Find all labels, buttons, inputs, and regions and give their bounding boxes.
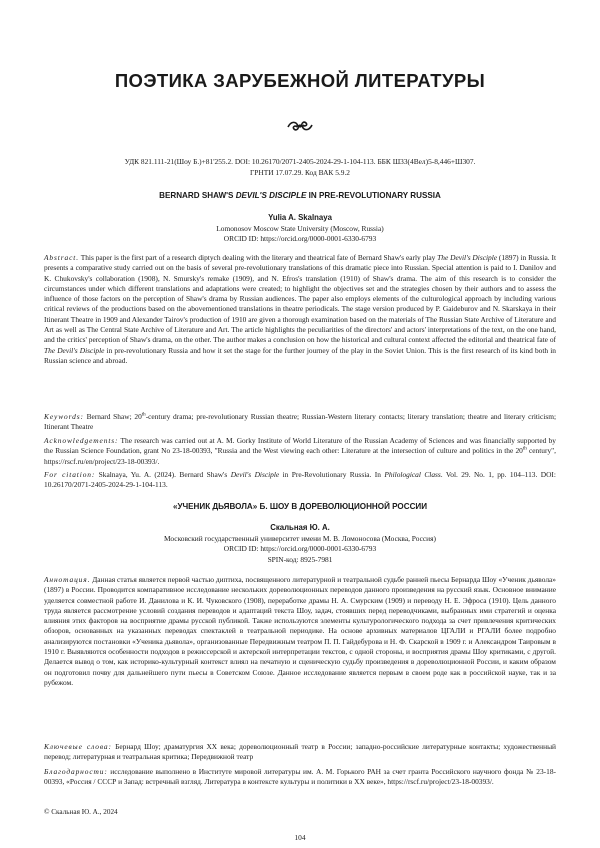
english-orcid: ORCID ID: https://orcid.org/0000-0001-6330-6793 bbox=[223, 234, 377, 243]
russian-author-name: Скальная Ю. А. bbox=[270, 523, 330, 532]
english-abstract: Abstract. This paper is the first part of a research diptych dealing with the literary and theatrical fate of Bernard Shaw's early play The Devil's Disciple (1897) in Russia. It presents a comparative study carried out on the basis of several pre-revolutionary translations of this dramatic piece into Russian. Special attention is paid to I. Danilov and K. Chukovsky's collaboration (1908), N. Smursky's remake (1909), and N. Efros's translation (1910) of Shaw's drama. The aim of this research is to consider the circumstances under which different translations and adaptations were created; to highlight the objectives set and the strategies chosen by their authors and to assess the influence of those factors on the perception of Shaw's drama by Russian audiences. The paper also employs elements of the culturological approach by including various critical reviews of the productions based on the abovementioned translations in theatre periodicals. The stage version produced by P. Gaideburov and N. Skarskaya in their Itinerant Theatre in 1909 and Alexander Tairov's production of 1910 are given a thorough examination based on the materials of The Russian State Archive of Literature and Art as well as The Central State Archive of Literature and Art. The article highlights the peculiarities of the directors' and actors' interpretations of the text, on the one hand, and the critics' perception of Shaw's drama, on the other. The author makes a conclusion on how the historical and cultural context affected the editorial and theatrical fate of The Devil's Disciple in pre-revolutionary Russia and how it set the stage for the further journey of the play in the Soviet Union. This is the first research of its kind both in Russian science and abroad. bbox=[44, 253, 556, 365]
copyright-notice: © Скальная Ю. А., 2024 bbox=[44, 808, 118, 816]
russian-author-block bbox=[44, 523, 556, 565]
english-acknowledgements: Acknowledgements: The research was carried out at A. M. Gorky Institute of World Literature of the Russian Academy of Sciences and was financially supported by the Russian Science Foundation, grant No 23-18-00393, "Russia and the West viewing each other: Literature at the intersection of culture and politics in the 20th century", https://rscf.ru/en/project/23-18-00393/. bbox=[44, 436, 556, 466]
english-author-name: Yulia A. Skalnaya bbox=[268, 213, 332, 222]
russian-keywords: Ключевые слова: Бернард Шоу; драматургия XX века; дореволюционный театр в России; западно-российские литературные контакты; художественный перевод; литературная и театральная критика; Передвижной театр bbox=[44, 742, 556, 762]
classification-codes bbox=[44, 157, 556, 178]
fleuron-ornament-icon bbox=[285, 118, 315, 134]
english-affiliation: Lomonosov Moscow State University (Moscow, Russia) bbox=[216, 223, 384, 233]
russian-orcid: ORCID ID: https://orcid.org/0000-0001-6330-6793 bbox=[223, 544, 377, 553]
russian-abstract: Аннотация. Данная статья является первой частью диптиха, посвященного литературной и театральной судьбе ранней пьесы Бернарда Шоу «Ученик дьявола» (1897) в России. Проводится компаративное исследование нескольких дореволюционных переводов данного произведения на русский язык. Основное внимание уделяется совместной работе И. Данилова и К. И. Чуковского (1908), переработке драмы Н. А. Смурским (1909) и переводу Н. Е. Эфроса (1910). Цель данного труда является рассмотрение условий создания переводов и адаптаций текста Шоу, задач, стоявших перед переводчиками, выбранных ими стратегий и оценка влияния этих факторов на восприятие драмы русской публикой. Также используются элементы культурологического подхода за счет привлечения критических обзоров, основанных на указанных переводах спектаклей в театральной периодике. На основе архивных материалов ЦГАЛИ и РГАЛИ более подробно анализируются постановки «Ученика дьявола», организованные Передвижным театром П. П. Гайдебурова и Н. Ф. Скарской в 1909 г. и Александром Таировым в 1910 г. Выявляются особенности подходов в режиссерской и актерской интерпретации текстов, с одной стороны, и восприятия драмы Шоу критиками, с другой. Делается вывод о том, как историко-культурный контекст влиял на печатную и сценическую судьбу произведения в дореволюционной России, и каким образом он подготовил почву для дальнейшего пути пьесы в Советском Союзе. Данное исследование является первым в своем роде как в российской науке, так и за рубежом. bbox=[44, 575, 556, 687]
russian-acknowledgements: Благодарности: исследование выполнено в Институте мировой литературы им. А. М. Горького РАН за счет гранта Российского научного фонда № 23-18-00393, «Россия / СССР и Запад: встречный взгляд. Литература в контексте культуры и политики в XX веке», https://rscf.ru/project/23-18-00393/. bbox=[44, 767, 556, 787]
english-keywords: Keywords: Bernard Shaw; 20th-century drama; pre-revolutionary Russian theatre; Russian-Western literary contacts; literary translation; theatre and literary criticism; Itinerant Theatre bbox=[44, 412, 556, 432]
english-citation: For citation: Skalnaya, Yu. A. (2024). Bernard Shaw's Devil's Disciple in Pre-Revolutionary Russia. In Philological Class. Vol. 29. No. 1, pp. 104–113. DOI: 10.26170/2071-2405-2024-29-1-104-113. bbox=[44, 470, 556, 490]
russian-article-title: «УЧЕНИК ДЬЯВОЛА» Б. ШОУ В ДОРЕВОЛЮЦИОННОЙ РОССИИ bbox=[172, 502, 428, 511]
udk-doi-line: УДК 821.111-21(Шоу Б.)+81'255.2. DOI: 10.26170/2071-2405-2024-29-1-104-113. ББК Ш33(4Вел)5-8,446+Ш307. bbox=[124, 157, 476, 166]
russian-spin: SPIN-код: 8925-7981 bbox=[267, 554, 333, 564]
section-title: ПОЭТИКА ЗАРУБЕЖНОЙ ЛИТЕРАТУРЫ bbox=[114, 70, 486, 91]
grnti-line: ГРНТИ 17.07.29. Код ВАК 5.9.2 bbox=[250, 167, 350, 177]
english-author-block bbox=[44, 213, 556, 245]
page-number: 104 bbox=[294, 833, 306, 842]
russian-affiliation: Московский государственный университет имени М. В. Ломоносова (Москва, Россия) bbox=[164, 533, 436, 543]
english-article-title: BERNARD SHAW'S DEVIL'S DISCIPLE IN PRE-REVOLUTIONARY RUSSIA bbox=[159, 191, 441, 200]
